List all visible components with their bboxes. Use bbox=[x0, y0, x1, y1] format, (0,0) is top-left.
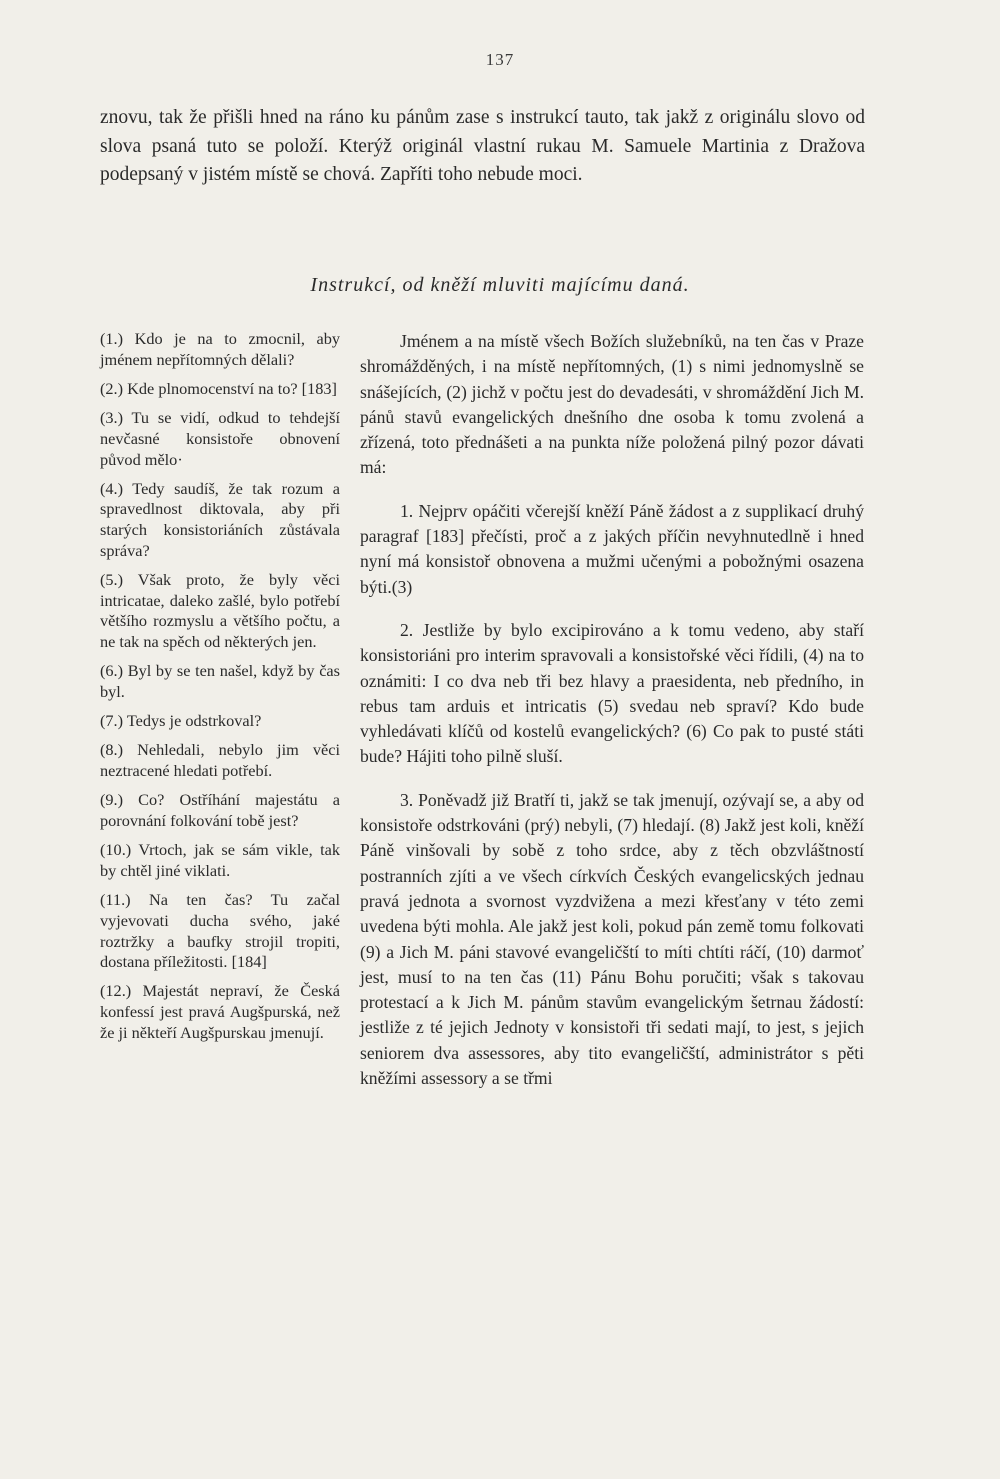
margin-note: (8.) Nehledali, nebylo jim věci neztracené hledati potřebí. bbox=[100, 740, 340, 781]
intro-text bbox=[100, 104, 865, 190]
margin-note: (5.) Však proto, že byly věci intricatae, daleko zašlé, bylo potřebí většího rozmyslu a většího počtu, a ne tak na spěch od některých jen. bbox=[100, 570, 340, 652]
main-text bbox=[360, 329, 864, 1109]
main-paragraph: 1. Nejprv opáčiti včerejší kněží Páně žádost a z supplikací druhý paragraf [183] přečísti, proč a z jakých příčin nevyhnutedlně i hned nyní má konsistoř obnovena a mužmi učenými a pobožnými osazena býti.(3) bbox=[360, 500, 864, 597]
main-paragraph: Jménem a na místě všech Božích služebníků, na ten čas v Praze shromážděných, i na místě nepřítomných, (1) s nimi jednomyslně se snášejících, (2) jichž v počtu jest do devadesáti, v shromáždění Jich M. pánů stavů evangelických dnešního dne osoba k tomu zvolená a zřízená, toto přednášeti a na punkta níže položená pilný pozor dávati má: bbox=[360, 331, 864, 478]
page-number: 137 bbox=[485, 50, 515, 69]
margin-note: (6.) Byl by se ten našel, když by čas byl. bbox=[100, 661, 340, 702]
margin-note: (12.) Majestát nepraví, že Česká konfessí jest pravá Augšpurská, než že ji někteří Augšpurskau jmenují. bbox=[100, 981, 340, 1042]
margin-note: (10.) Vrtoch, jak se sám vikle, tak by chtěl jiné viklati. bbox=[100, 840, 340, 880]
margin-note: (1.) Kdo je na to zmocnil, aby jménem nepřítomných dělali? bbox=[100, 329, 340, 369]
margin-note: (4.) Tedy saudíš, že tak rozum a spravedlnost diktovala, aby při starých konsistoriáních zůstávala správa? bbox=[100, 478, 340, 560]
margin-note: (7.) Tedys je odstrkoval? bbox=[100, 711, 262, 731]
margin-note: (2.) Kde plnomocenství na to? [183] bbox=[100, 378, 337, 398]
margin-notes bbox=[100, 329, 340, 1052]
intro-paragraph: znovu, tak že přišli hned na ráno ku pánům zase s instrukcí tauto, tak jakž z originálu slovo od slova psaná tuto se položí. Kterýž originál vlastní rukau M. Samuele Martinia z Dražova podepsaný v jistém místě se chová. Zapříti toho nebude moci. bbox=[100, 107, 865, 185]
margin-note: (11.) Na ten čas? Tu začal vyjevovati ducha svého, jaké roztržky a baufky strojil tropiti, dostana příležitosti. [184] bbox=[100, 890, 340, 972]
section-heading: Instrukcí, od kněží mluviti majícímu daná. bbox=[310, 274, 690, 296]
main-paragraph: 3. Poněvadž již Bratří ti, jakž se tak jmenují, ozývají se, a aby od konsistoře odstrkováni (prý) nebyli, (7) hledají. (8) Jakž jest koli, kněží Páně vinšovali by sobě z toho srdce, aby z těch obzvláštností postranních zjíti a ve všech církvích Českých evangelicských jednau pravá jednota a svornost vyzdvižena a mezi křesťany v této zemi uvedena býti mohla. Ale jakž jest koli, pokud pán země tomu folkovati (9) a Jich M. páni stavové evangeličští to míti chtíti ráčí, (10) darmoť jest, musí to na ten čas (11) Pánu Bohu poručiti; však s takovau protestací a k Jich M. pánům stavům evangelickým šetrnau žádostí: jestliže z té jejich Jednoty v konsistoři tři sedati mají, to jest, s jejich seniorem dva assessores, aby tito evangeličští, administrátor s pěti kněžími assessory a se třmi bbox=[360, 789, 864, 1089]
margin-note: (9.) Co? Ostříhání majestátu a porovnání folkování tobě jest? bbox=[100, 790, 340, 831]
margin-note: (3.) Tu se vidí, odkud to tehdejší nevčasné konsistoře obnovení původ mělo· bbox=[100, 408, 340, 469]
main-paragraph: 2. Jestliže by bylo excipirováno a k tomu vedeno, aby staří konsistoriáni pro interim spravovali a konsistořské věci řídili, (4) na to oznámiti: I co dva neb tři bez hlavy a praesidenta, neb předního, in rebus tam arduis et intricatis (5) svedau neb spraví? Kdo bude vyhledávati klíčů od kostelů evangelických? (6) Co pak to pusté státi bude? Hájiti toho pilně sluší. bbox=[360, 619, 864, 767]
